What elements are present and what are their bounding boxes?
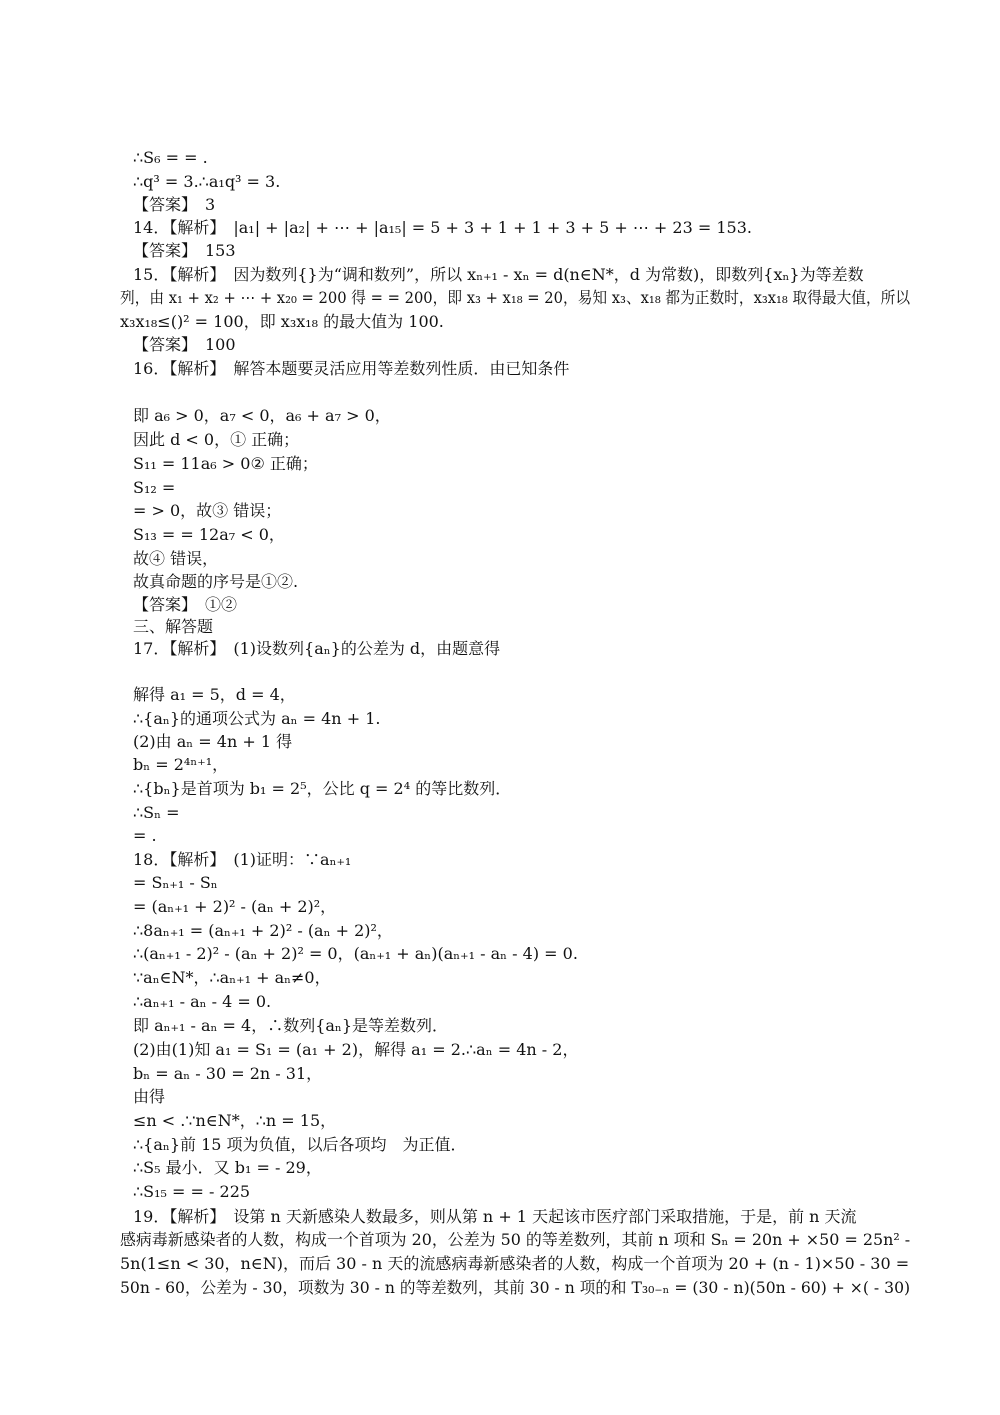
text-line: 18．【解析】 (1)证明：∵aₙ₊₁ [133, 850, 352, 869]
text-line: S₁₂ = [133, 478, 176, 497]
text-line: ∴8aₙ₊₁ = (aₙ₊₁ + 2)² - (aₙ + 2)²， [133, 921, 393, 940]
text-line: 因此 d < 0，① 正确； [133, 430, 300, 449]
text-line: = . [133, 826, 157, 845]
text-line: ∴S₁₅ = = - 225 [133, 1182, 251, 1201]
text-line: ∴{aₙ}的通项公式为 aₙ = 4n + 1. [133, 709, 381, 728]
text-line: 5n(1≤n < 30，n∈N)，而后 30 - n 天的流感病毒新感染者的人数，构成一个首项为 20 + (n - 1)×50 - 30 = [120, 1254, 910, 1273]
text-line: ∴q³ = 3.∴a₁q³ = 3. [133, 172, 281, 191]
text-line: ∴{aₙ}前 15 项为负值，以后各项均 为正值． [133, 1135, 467, 1154]
text-line: = (aₙ₊₁ + 2)² - (aₙ + 2)²， [133, 897, 337, 916]
text-line: 即 aₙ₊₁ - aₙ = 4，∴数列{aₙ}是等差数列． [133, 1016, 449, 1035]
section-heading: 三、解答题 [133, 617, 214, 636]
answer-line: 【答案】 ①② [133, 595, 238, 614]
text-line: = > 0，故③ 错误； [133, 501, 282, 520]
text-line: 故真命题的序号是①②. [133, 572, 299, 591]
text-line: x₃x₁₈≤()² = 100，即 x₃x₁₈ 的最大值为 100. [120, 312, 444, 331]
text-line: 50n - 60，公差为 - 30，项数为 30 - n 的等差数列，其前 30 - n 项的和 T₃₀₋ₙ = (30 - n)(50n - 60) + ×( - 30) [120, 1278, 911, 1297]
text-line: ∴{bₙ}是首项为 b₁ = 2⁵，公比 q = 2⁴ 的等比数列． [133, 779, 512, 798]
text-line: S₁₁ = 11a₆ > 0② 正确； [133, 454, 318, 473]
text-line: 感病毒新感染者的人数，构成一个首项为 20，公差为 50 的等差数列，其前 n 项和 Sₙ = 20n + ×50 = 25n² - [120, 1230, 911, 1249]
answer-line: 【答案】 153 [133, 241, 236, 260]
text-line: ≤n < .∵n∈N*，∴n = 15， [133, 1111, 337, 1130]
text-line: ∴Sₙ = [133, 803, 180, 822]
text-line: S₁₃ = = 12a₇ < 0， [133, 525, 285, 544]
text-line: 由得 [133, 1087, 166, 1106]
text-line: = Sₙ₊₁ - Sₙ [133, 873, 218, 892]
text-line: 14．【解析】 |a₁| + |a₂| + ⋯ + |a₁₅| = 5 + 3 + 1 + 1 + 3 + 5 + ⋯ + 23 = 153. [133, 218, 752, 237]
answer-line: 【答案】 3 [133, 195, 216, 214]
text-line: 16．【解析】 解答本题要灵活应用等差数列性质．由已知条件 [133, 359, 570, 378]
text-line: 19．【解析】 设第 n 天新感染人数最多，则从第 n + 1 天起该市医疗部门采取措施，于是，前 n 天流 [133, 1207, 857, 1226]
text-line: 解得 a₁ = 5，d = 4， [133, 685, 296, 704]
text-line: ∴S₆ = = . [133, 148, 208, 167]
text-line: bₙ = 2⁴ⁿ⁺¹， [133, 755, 229, 774]
text-line: 17．【解析】 (1)设数列{aₙ}的公差为 d，由题意得 [133, 639, 501, 658]
answer-line: 【答案】 100 [133, 335, 236, 354]
text-line: 列，由 x₁ + x₂ + ⋯ + x₂₀ = 200 得 = = 200，即 x₃ + x₁₈ = 20，易知 x₃、x₁₈ 都为正数时，x₃x₁₈ 取得最大值，所以 [120, 288, 911, 307]
text-line: ∴(aₙ₊₁ - 2)² - (aₙ + 2)² = 0，(aₙ₊₁ + aₙ)(aₙ₊₁ - aₙ - 4) = 0. [133, 944, 578, 963]
text-line: 故④ 错误， [133, 549, 219, 568]
text-line: (2)由(1)知 a₁ = S₁ = (a₁ + 2)，解得 a₁ = 2.∴aₙ = 4n - 2， [133, 1040, 579, 1059]
text-line: (2)由 aₙ = 4n + 1 得 [133, 732, 293, 751]
text-line: 即 a₆ > 0，a₇ < 0，a₆ + a₇ > 0， [133, 406, 391, 425]
text-line: 15．【解析】 因为数列{}为“调和数列”，所以 xₙ₊₁ - xₙ = d(n∈N*，d 为常数)，即数列{xₙ}为等差数 [133, 265, 864, 284]
text-line: ∴aₙ₊₁ - aₙ - 4 = 0. [133, 992, 272, 1011]
text-line: bₙ = aₙ - 30 = 2n - 31， [133, 1064, 323, 1083]
text-line: ∴S₅ 最小．又 b₁ = - 29， [133, 1158, 322, 1177]
text-line: ∵aₙ∈N*，∴aₙ₊₁ + aₙ≠0， [133, 968, 331, 987]
